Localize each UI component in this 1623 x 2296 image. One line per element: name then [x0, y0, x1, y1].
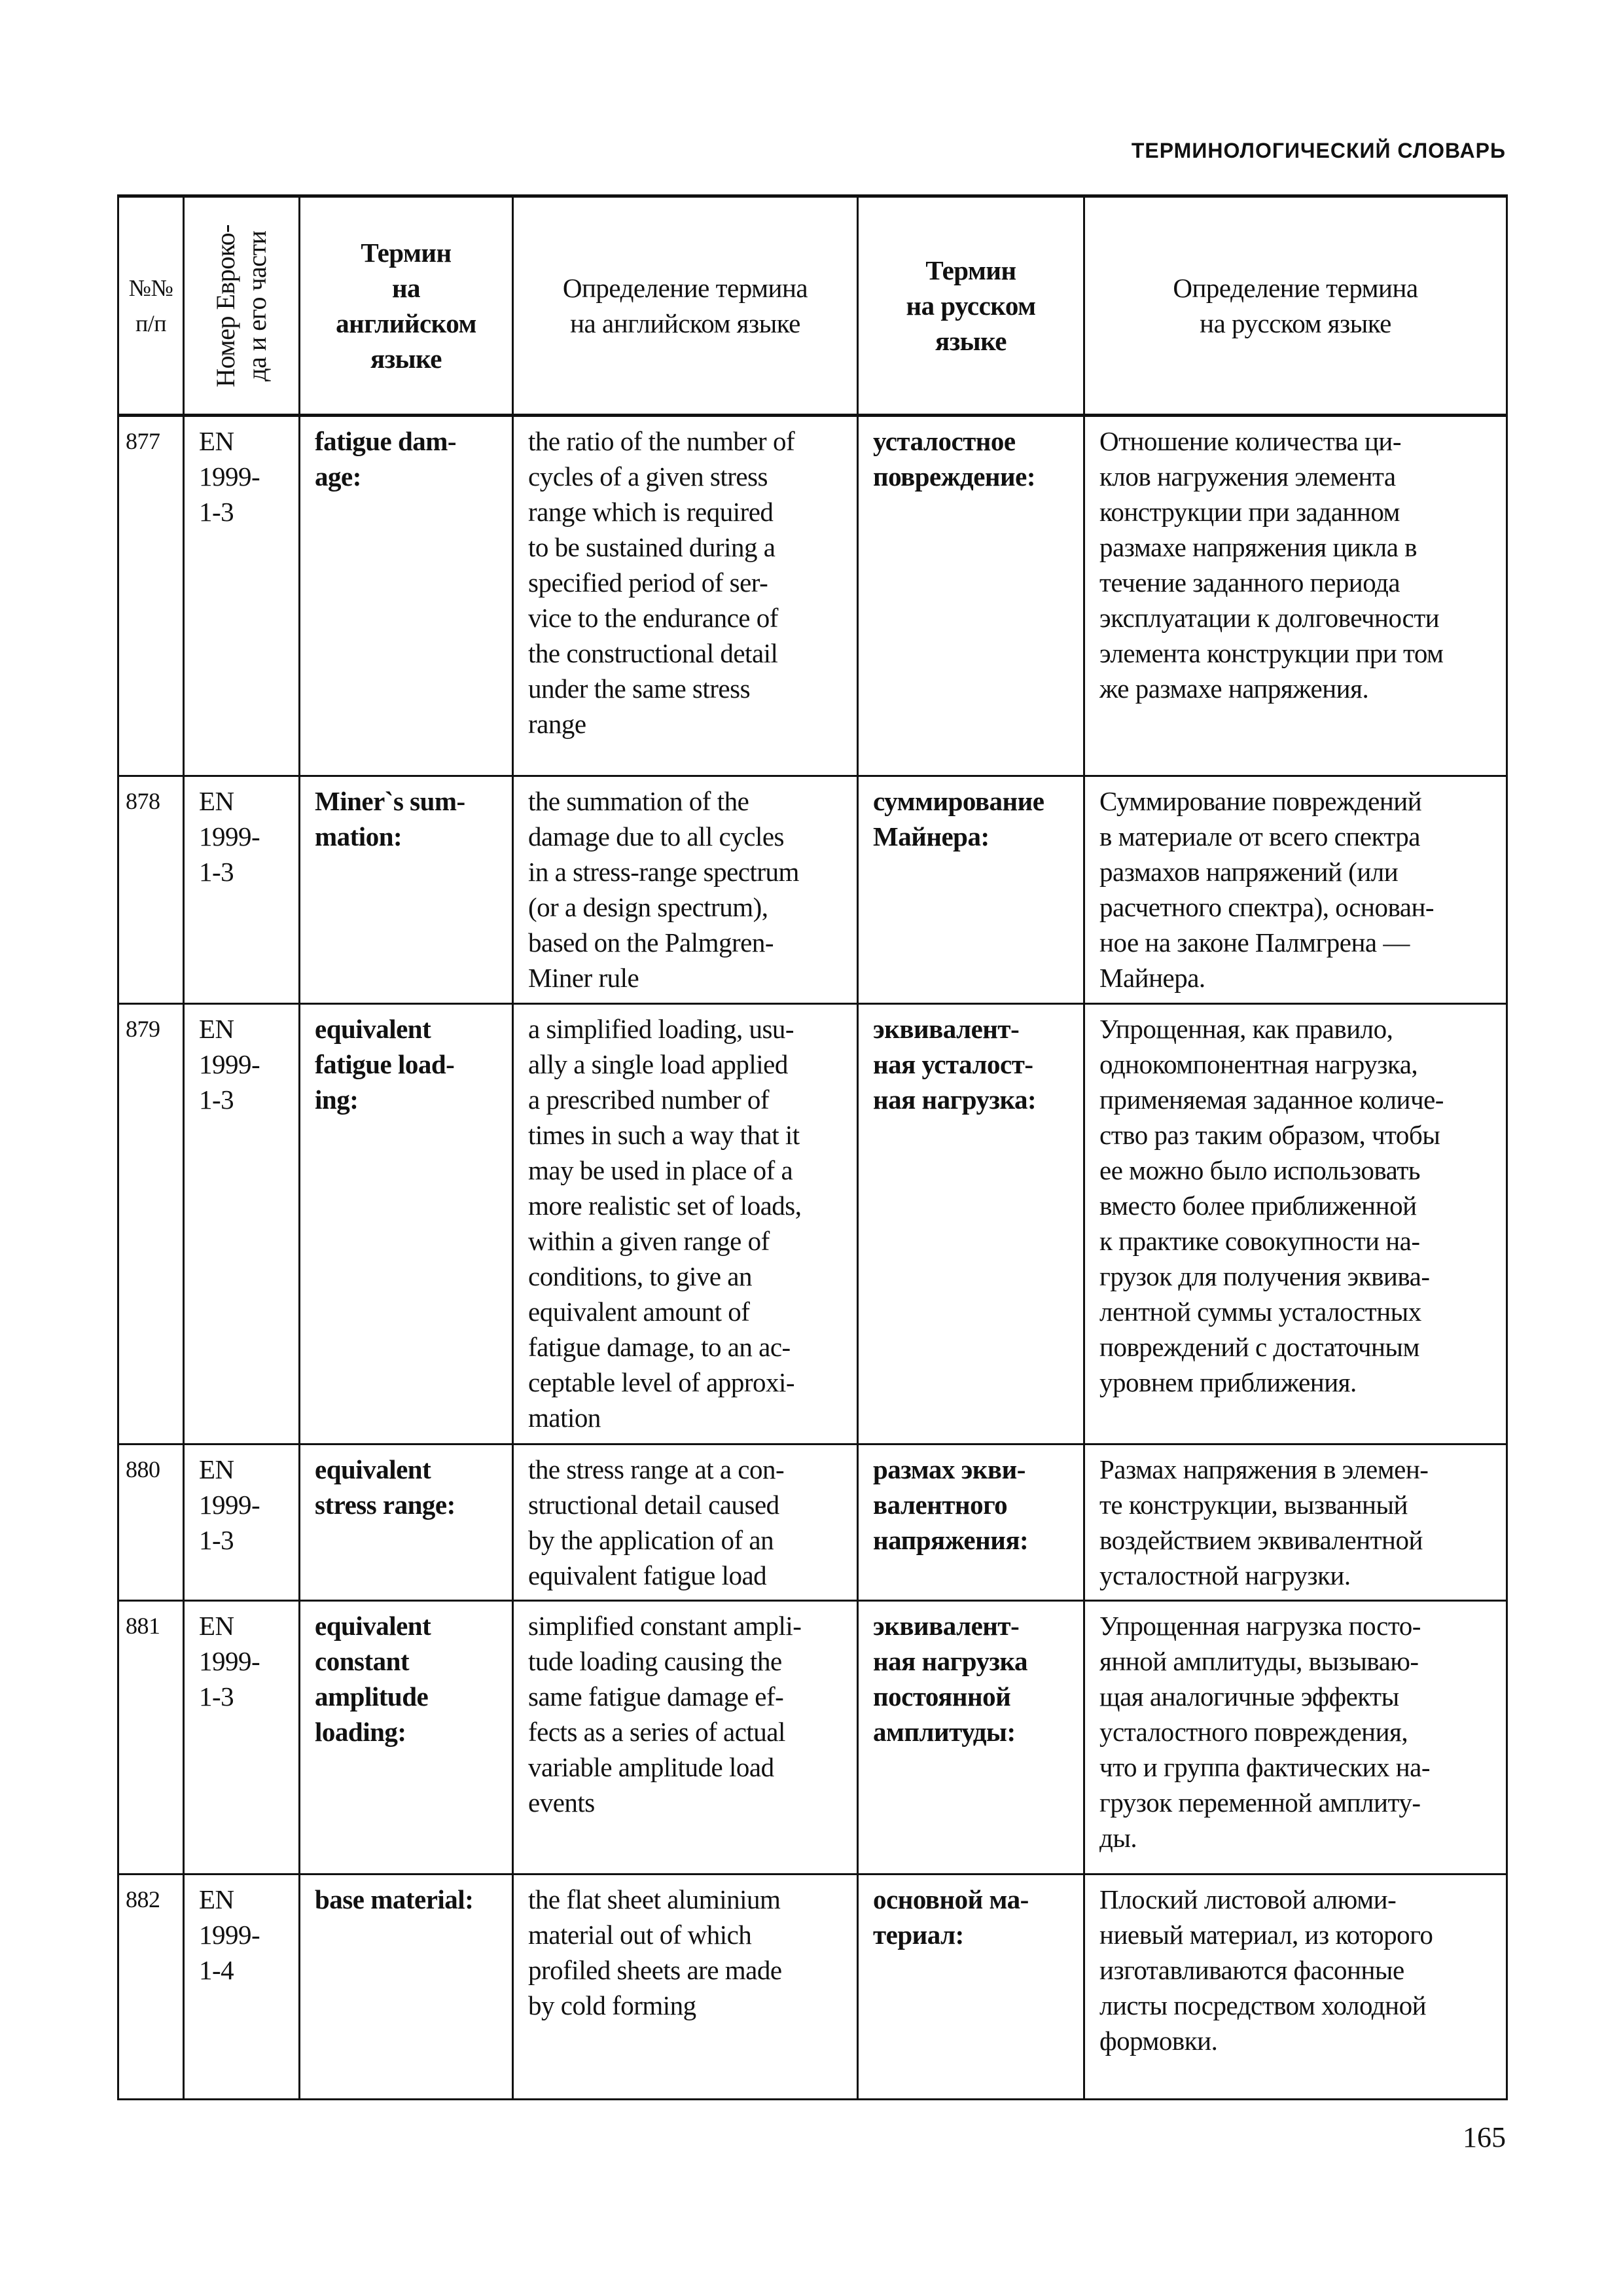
cell-eurocode: EN 1999- 1-3: [184, 1004, 300, 1444]
header-def-en: Определение термина на английском языке: [513, 196, 858, 416]
cell-term-en: Miner`s sum- mation:: [300, 776, 513, 1004]
cell-term-en: base material:: [300, 1874, 513, 2100]
glossary-table: [117, 194, 1508, 2100]
header-eurocode-label: Номер Евроко- да и его части: [211, 224, 272, 387]
cell-term-en: equivalent fatigue load- ing:: [300, 1004, 513, 1444]
cell-term-ru: размах экви- валентного напряжения:: [858, 1444, 1084, 1601]
cell-def-ru: Суммирование повреждений в материале от всего спектра размахов напряжений (или расчетного спектра), основан- ное на законе Палмгрена — Майнера.: [1084, 776, 1507, 1004]
cell-eurocode: EN 1999- 1-3: [184, 416, 300, 776]
cell-def-en: the stress range at a con- structional detail caused by the application of an equivalent fatigue load: [513, 1444, 858, 1601]
cell-def-ru: Упрощенная нагрузка посто- янной амплитуды, вызываю- щая аналогичные эффекты усталостного повреждения, что и группа фактических на- грузок переменной амплиту- ды.: [1084, 1601, 1507, 1874]
cell-term-ru: эквивалент- ная усталост- ная нагрузка:: [858, 1004, 1084, 1444]
cell-number: 882: [118, 1874, 184, 2100]
header-term-ru: Термин на русском языке: [858, 196, 1084, 416]
table-row: [118, 776, 1507, 1004]
cell-number: 878: [118, 776, 184, 1004]
cell-eurocode: EN 1999- 1-4: [184, 1874, 300, 2100]
cell-def-ru: Размах напряжения в элемен- те конструкции, вызванный воздействием эквивалентной усталостной нагрузки.: [1084, 1444, 1507, 1601]
header-number: №№ п/п: [118, 196, 184, 416]
cell-number: 881: [118, 1601, 184, 1874]
cell-def-en: the flat sheet aluminium material out of which profiled sheets are made by cold forming: [513, 1874, 858, 2100]
page-number: 165: [1463, 2121, 1506, 2153]
table-row: [118, 1444, 1507, 1601]
header-def-ru: Определение термина на русском языке: [1084, 196, 1507, 416]
running-head: ТЕРМИНОЛОГИЧЕСКИЙ СЛОВАРЬ: [1131, 139, 1506, 162]
header-row: [118, 196, 1507, 416]
cell-term-en: equivalent constant amplitude loading:: [300, 1601, 513, 1874]
cell-def-ru: Плоский листовой алюми- ниевый материал, из которого изготавливаются фасонные листы посредством холодной формовки.: [1084, 1874, 1507, 2100]
table-row: [118, 1601, 1507, 1874]
cell-term-ru: эквивалент- ная нагрузка постоянной амплитуды:: [858, 1601, 1084, 1874]
cell-eurocode: EN 1999- 1-3: [184, 776, 300, 1004]
cell-eurocode: EN 1999- 1-3: [184, 1444, 300, 1601]
cell-def-en: the summation of the damage due to all cycles in a stress-range spectrum (or a design spectrum), based on the Palmgren- Miner rule: [513, 776, 858, 1004]
table-row: [118, 1004, 1507, 1444]
cell-def-ru: Упрощенная, как правило, однокомпонентная нагрузка, применяемая заданное количе- ство раз таким образом, чтобы ее можно было использовать вместо более приближенной к практике совокупности на- грузок для получения эквива- лентной суммы усталостных повреждений с достаточным уровнем приближения.: [1084, 1004, 1507, 1444]
cell-term-ru: основной ма- териал:: [858, 1874, 1084, 2100]
table-row: [118, 1874, 1507, 2100]
cell-def-en: the ratio of the number of cycles of a given stress range which is required to be sustained during a specified period of ser- vice to the endurance of the constructional detail under the same stress range: [513, 416, 858, 776]
cell-eurocode: EN 1999- 1-3: [184, 1601, 300, 1874]
header-eurocode: [184, 196, 300, 416]
cell-number: 877: [118, 416, 184, 776]
cell-term-ru: усталостное повреждение:: [858, 416, 1084, 776]
cell-def-en: a simplified loading, usu- ally a single load applied a prescribed number of times in such a way that it may be used in place of a more realistic set of loads, within a given range of conditions, to give an equivalent amount of fatigue damage, to an ac- ceptable level of approxi- mation: [513, 1004, 858, 1444]
cell-term-en: fatigue dam- age:: [300, 416, 513, 776]
table-row: [118, 416, 1507, 776]
header-term-en: Термин на английском языке: [300, 196, 513, 416]
cell-def-en: simplified constant ampli- tude loading causing the same fatigue damage ef- fects as a series of actual variable amplitude load events: [513, 1601, 858, 1874]
cell-def-ru: Отношение количества ци- клов нагружения элемента конструкции при заданном размахе напряжения цикла в течение заданного периода эксплуатации к долговечности элемента конструкции при том же размахе напряжения.: [1084, 416, 1507, 776]
cell-term-en: equivalent stress range:: [300, 1444, 513, 1601]
cell-term-ru: суммирование Майнера:: [858, 776, 1084, 1004]
cell-number: 879: [118, 1004, 184, 1444]
cell-number: 880: [118, 1444, 184, 1601]
